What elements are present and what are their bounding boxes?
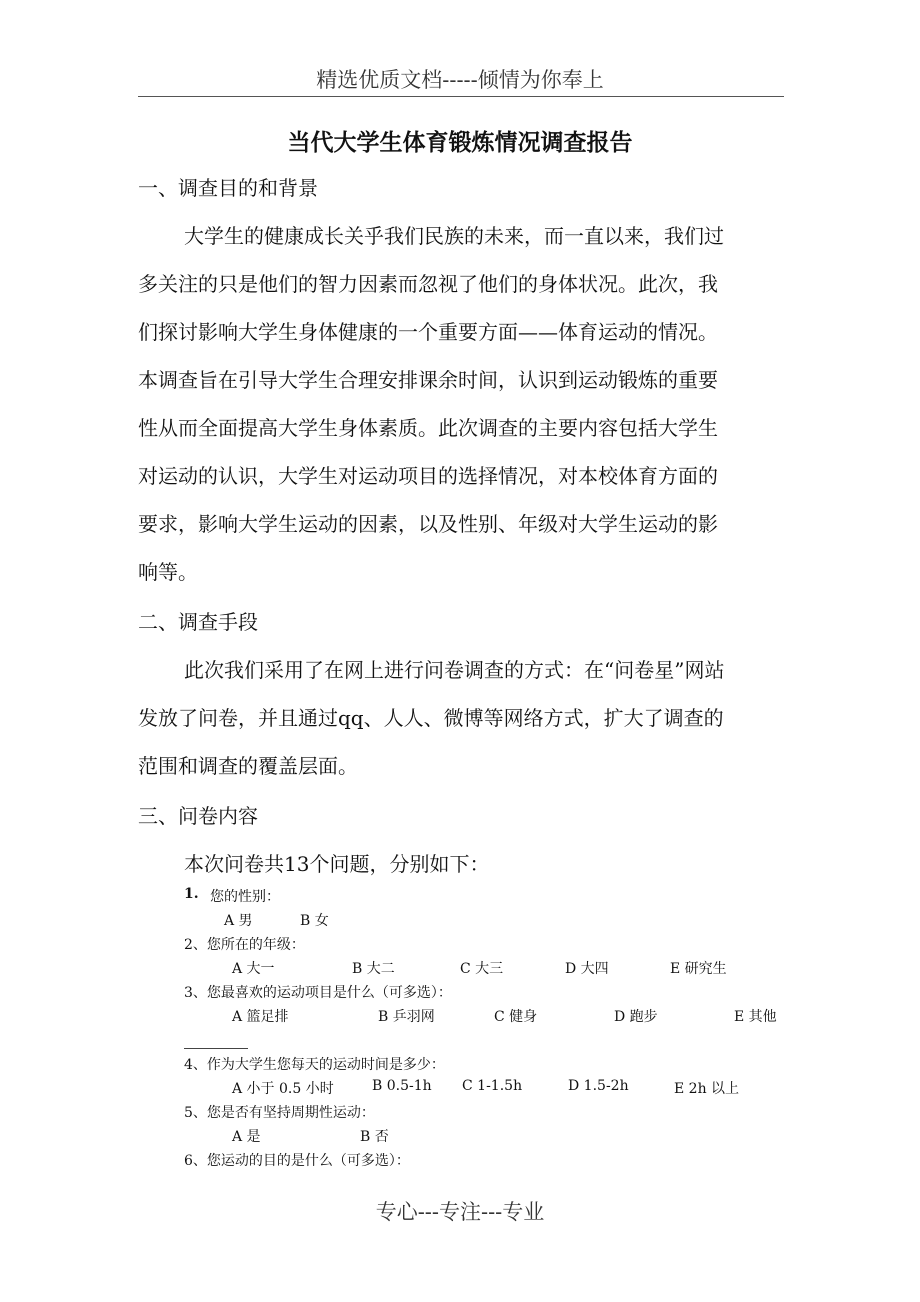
answer-option: A 男 <box>224 913 253 929</box>
answer-option: C 健身 <box>494 1009 538 1025</box>
answer-option: C 大三 <box>460 961 504 977</box>
page-header: 精选优质文档-----倾情为你奉上 <box>316 68 604 92</box>
paragraph-line: 们探讨影响大学生身体健康的一个重要方面——体育运动的情况。 <box>138 320 718 344</box>
question-number: 1. <box>184 886 199 902</box>
answer-option: B 大二 <box>352 961 395 977</box>
paragraph-line: 此次我们采用了在网上进行问卷调查的方式：在“问卷星”网站 <box>184 658 725 682</box>
answer-option: E 研究生 <box>670 961 727 977</box>
paragraph-line: 响等。 <box>138 560 198 584</box>
answer-option: A 大一 <box>232 961 275 977</box>
answer-option: D 跑步 <box>614 1009 658 1025</box>
section-3-heading: 三、问卷内容 <box>138 804 258 828</box>
question-text: 5、您是否有坚持周期性运动： <box>184 1105 375 1121</box>
question-text: 2、您所在的年级： <box>184 937 305 953</box>
section-2-heading: 二、调查手段 <box>138 610 258 634</box>
answer-option: A 小于 0.5 小时 <box>232 1081 334 1097</box>
answer-option: D 1.5-2h <box>568 1078 629 1094</box>
paragraph-line: 范围和调查的覆盖层面。 <box>138 754 358 778</box>
paragraph-line: 对运动的认识，大学生对运动项目的选择情况，对本校体育方面的 <box>138 464 718 488</box>
paragraph-line: 性从而全面提高大学生身体素质。此次调查的主要内容包括大学生 <box>138 416 718 440</box>
answer-option: A 篮足排 <box>232 1009 289 1025</box>
paragraph-line: 要求，影响大学生运动的因素，以及性别、年级对大学生运动的影 <box>138 512 718 536</box>
question-text: 3、您最喜欢的运动项目是什么（可多选）： <box>184 985 452 1001</box>
answer-option: C 1-1.5h <box>462 1078 523 1094</box>
answer-option: B 乒羽网 <box>378 1009 435 1025</box>
paragraph-line: 本调查旨在引导大学生合理安排课余时间，认识到运动锻炼的重要 <box>138 368 718 392</box>
questionnaire-intro: 本次问卷共13个问题，分别如下： <box>184 852 490 876</box>
header-divider <box>138 96 784 97</box>
answer-option: B 否 <box>360 1129 389 1145</box>
answer-option: B 女 <box>300 913 329 929</box>
answer-option: E 2h 以上 <box>674 1081 740 1097</box>
answer-option: B 0.5-1h <box>372 1078 432 1094</box>
page-footer: 专心---专注---专业 <box>375 1200 545 1224</box>
question-text: 6、您运动的目的是什么（可多选）： <box>184 1153 410 1169</box>
answer-option: E 其他 <box>734 1009 777 1025</box>
answer-option: D 大四 <box>565 961 609 977</box>
section-1-heading: 一、调查目的和背景 <box>138 176 318 200</box>
question-text: 您的性别： <box>210 889 280 905</box>
document-title: 当代大学生体育锻炼情况调查报告 <box>287 129 633 156</box>
answer-option: A 是 <box>232 1129 261 1145</box>
question-text: 4、作为大学生您每天的运动时间是多少： <box>184 1057 445 1073</box>
paragraph-line: 多关注的只是他们的智力因素而忽视了他们的身体状况。此次，我 <box>138 272 718 296</box>
fill-in-blank-line <box>184 1048 248 1049</box>
paragraph-line: 大学生的健康成长关乎我们民族的未来，而一直以来，我们过 <box>184 224 724 248</box>
paragraph-line: 发放了问卷，并且通过qq、人人、微博等网络方式，扩大了调查的 <box>138 706 724 730</box>
